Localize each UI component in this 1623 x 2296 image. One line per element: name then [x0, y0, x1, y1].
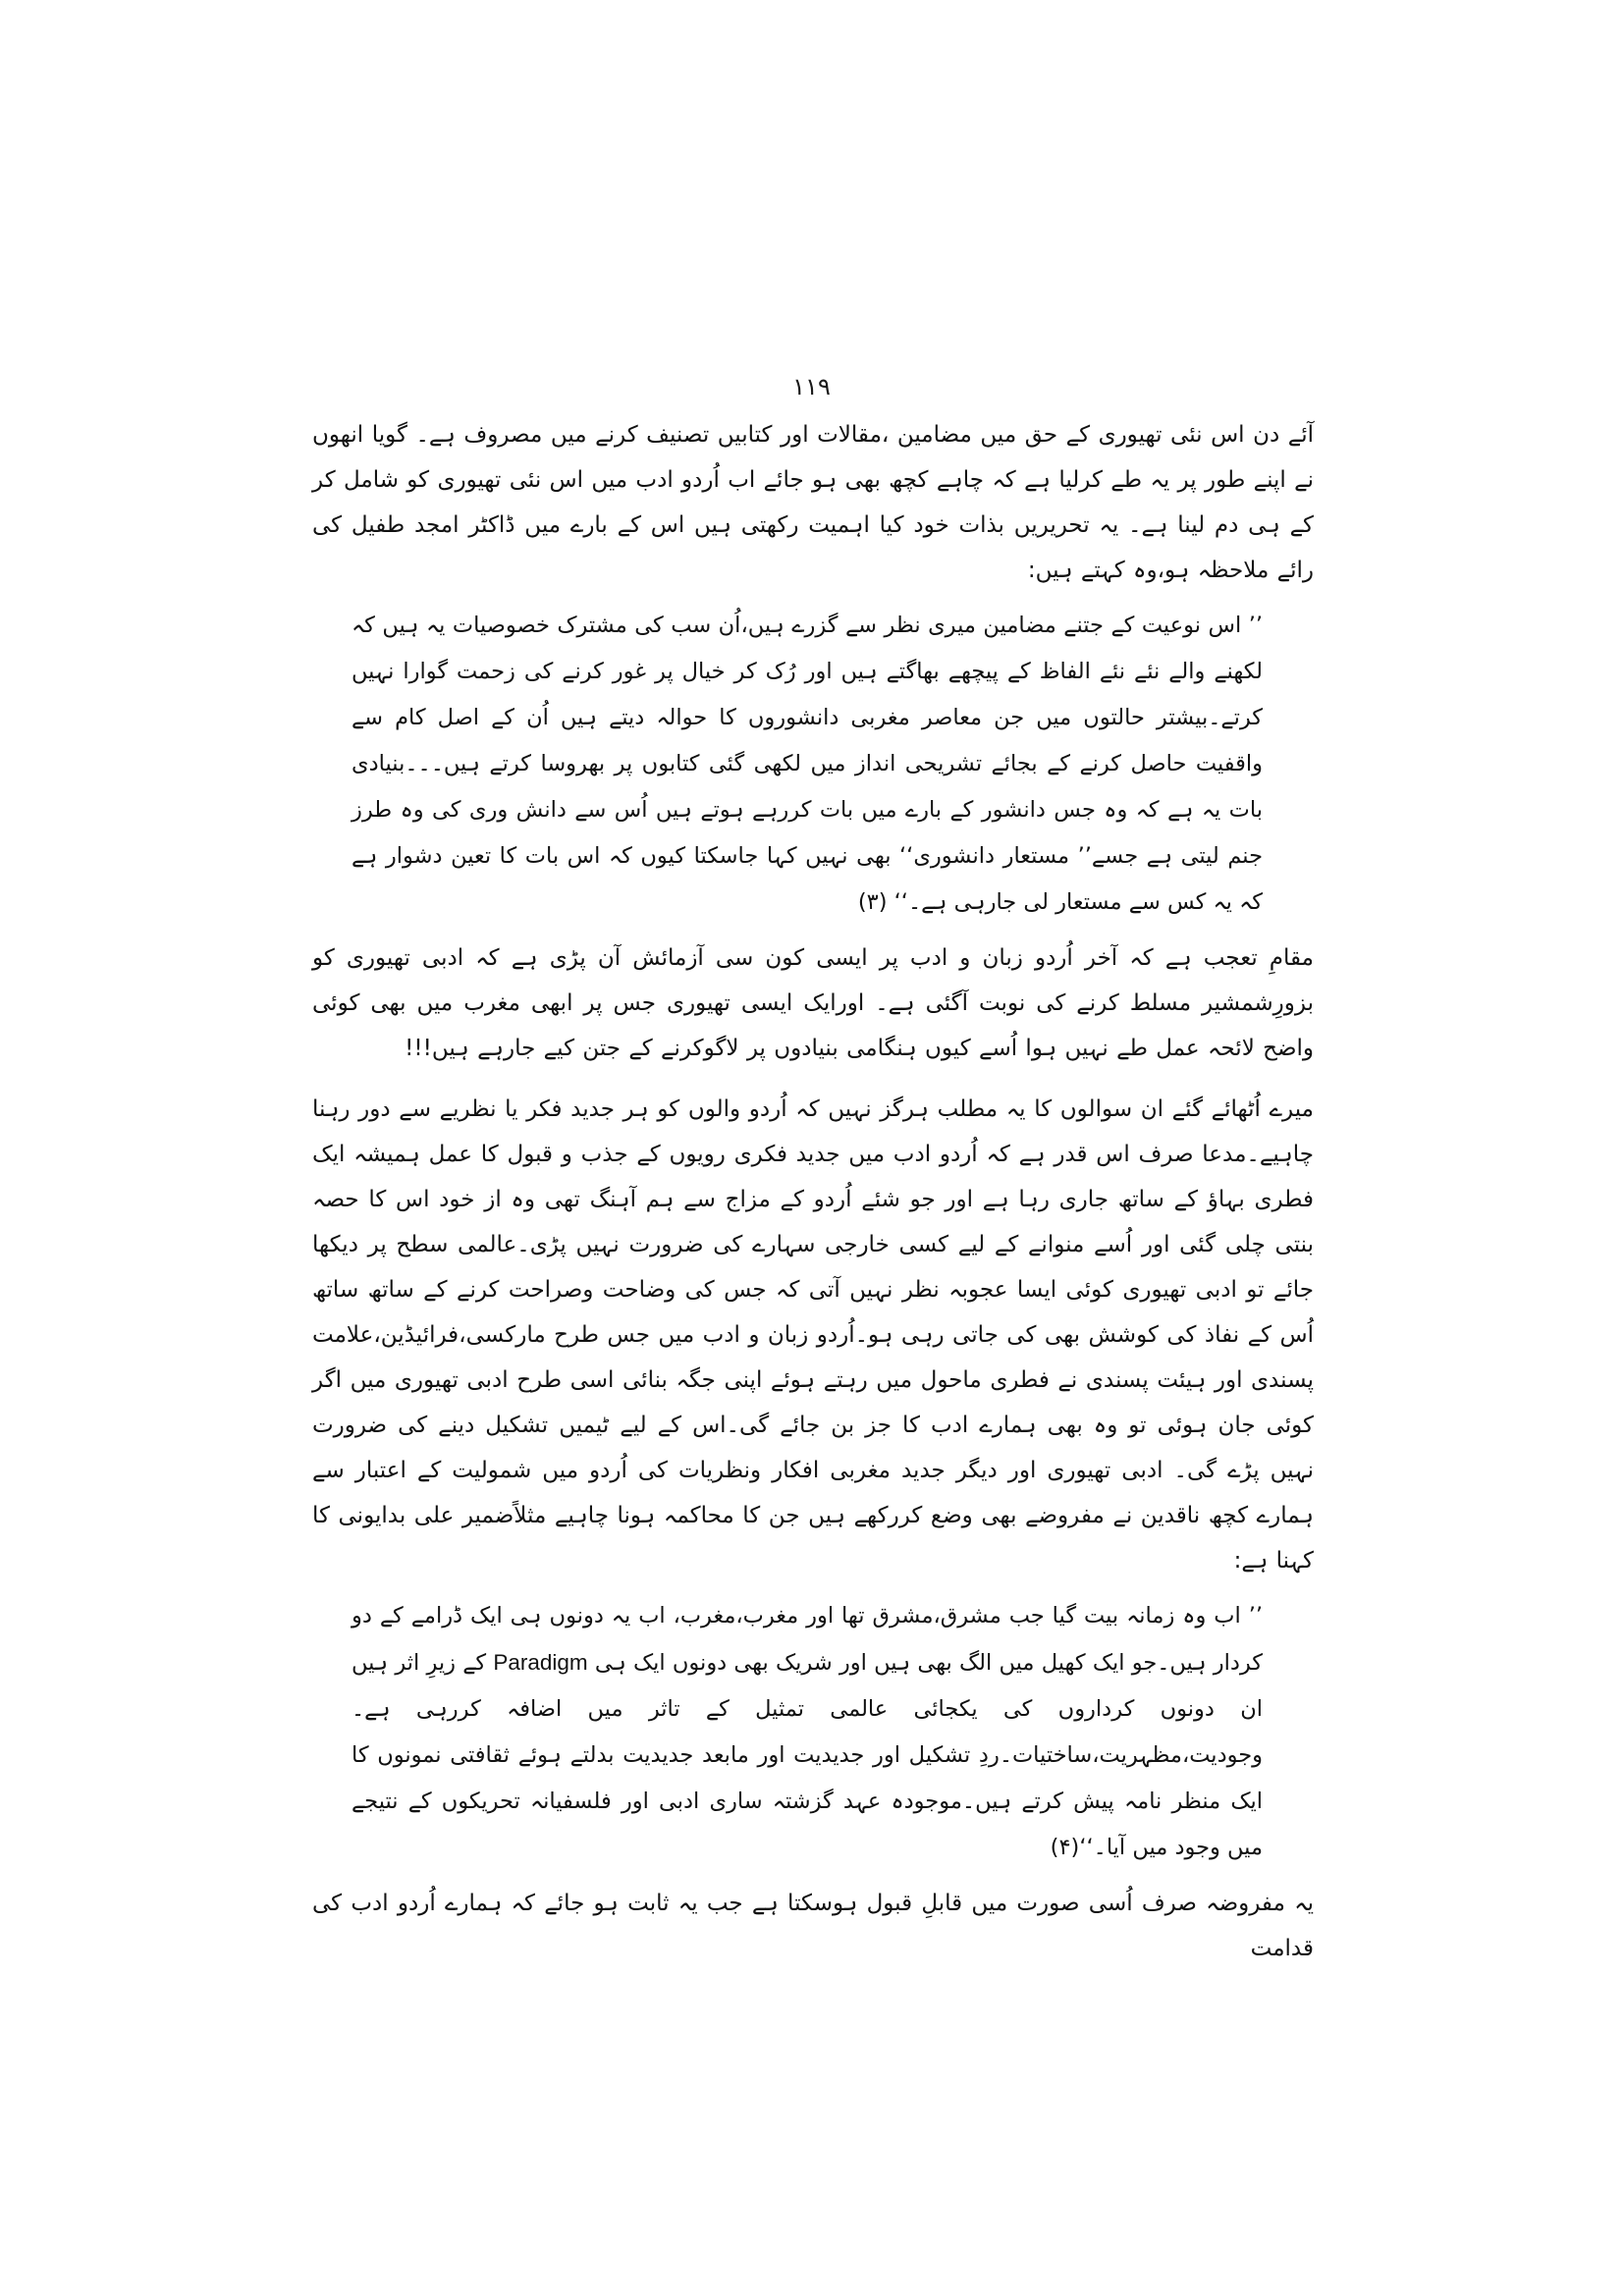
paragraph-closing: یہ مفروضہ صرف اُسی صورت میں قابلِ قبول ہوسکتا ہے جب یہ ثابت ہو جائے کہ ہمارے اُردو ادب کی قدامت	[312, 1891, 1314, 1961]
paragraph-question: مقامِ تعجب ہے کہ آخر اُردو زبان و ادب پر ایسی کون سی آزمائش آن پڑی ہے کہ ادبی تھیوری کو بزورِشمشیر مسلط کرنے کی نوبت آگئی ہے۔ اورایک ایسی تھیوری جس پر ابھی مغرب میں بھی کوئی واضح لائحہ عمل طے نہیں ہوا اُسے کیوں ہنگامی بنیادوں پر لاگوکرنے کے جتن کیے جارہے ہیں!!!	[312, 945, 1314, 1061]
page-body	[312, 412, 1314, 1971]
quote-text-part-1: ’’ اب وہ زمانہ بیت گیا جب مشرق،مشرق تھا اور مغرب،مغرب، اب یہ دونوں ہی ایک ڈرامے کے دو کردار ہیں۔جو ایک کھیل میں الگ بھی ہیں اور شریک بھی دونوں ایک ہی	[352, 1603, 1263, 1676]
block-quote-amjad-tufail: ’’ اس نوعیت کے جتنے مضامین میری نظر سے گزرے ہیں،اُن سب کی مشترک خصوصیات یہ ہیں کہ لکھنے والے نئے نئے الفاظ کے پیچھے بھاگتے ہیں اور رُک کر خیال پر غور کرنے کی زحمت گوارا نہیں کرتے۔بیشتر حالتوں میں جن معاصر مغربی دانشوروں کا حوالہ دیتے ہیں اُن کے اصل کام سے واقفیت حاصل کرنے کے بجائے تشریحی انداز میں لکھی گئی کتابوں پر بھروسا کرتے ہیں۔۔۔بنیادی بات یہ ہے کہ وہ جس دانشور کے بارے میں بات کررہے ہوتے ہیں اُس سے دانش وری کی وہ طرز جنم لیتی ہے جسے’’ مستعار دانشوری‘‘ بھی نہیں کہا جاسکتا کیوں کہ اس بات کا تعین دشوار ہے کہ یہ کس سے مستعار لی جارہی ہے۔‘‘ (۳)	[352, 613, 1263, 915]
quote-latin-term: Paradigm	[493, 1650, 588, 1675]
paragraph-discussion: میرے اُٹھائے گئے ان سوالوں کا یہ مطلب ہرگز نہیں کہ اُردو والوں کو ہر جدید فکر یا نظریے سے دور رہنا چاہیے۔مدعا صرف اس قدر ہے کہ اُردو ادب میں جدید فکری رویوں کے جذب و قبول کا عمل ہمیشہ ایک فطری بہاؤ کے ساتھ جاری رہا ہے اور جو شئے اُردو کے مزاج سے ہم آہنگ تھی وہ از خود اس کا حصہ بنتی چلی گئی اور اُسے منوانے کے لیے کسی خارجی سہارے کی ضرورت نہیں پڑی۔عالمی سطح پر دیکھا جائے تو ادبی تھیوری کوئی ایسا عجوبہ نظر نہیں آتی کہ جس کی وضاحت وصراحت کرنے کے ساتھ ساتھ اُس کے نفاذ کی کوشش بھی کی جاتی رہی ہو۔اُردو زبان و ادب میں جس طرح مارکسی،فرائیڈین،علامت پسندی اور ہیئت پسندی نے فطری ماحول میں رہتے ہوئے اپنی جگہ بنائی اسی طرح ادبی تھیوری میں اگر کوئی جان ہوئی تو وہ بھی ہمارے ادب کا جز بن جائے گی۔اس کے لیے ٹیمیں تشکیل دینے کی ضرورت نہیں پڑے گی۔ ادبی تھیوری اور دیگر جدید مغربی افکار ونظریات کی اُردو میں شمولیت کے اعتبار سے ہمارے کچھ ناقدین نے مفروضے بھی وضع کررکھے ہیں جن کا محاکمہ ہونا چاہیے مثلاًضمیر علی بدایونی کا کہنا ہے:	[312, 1096, 1314, 1574]
page-number: ۱۱۹	[792, 373, 831, 400]
block-quote-zameer-ali	[352, 1593, 1263, 1871]
paragraph-intro: آئے دن اس نئی تھیوری کے حق میں مضامین ،مقالات اور کتابیں تصنیف کرنے میں مصروف ہے۔ گویا انھوں نے اپنے طور پر یہ طے کرلیا ہے کہ چاہے کچھ بھی ہو جائے اب اُردو ادب میں اس نئی تھیوری کو شامل کر کے ہی دم لینا ہے۔ یہ تحریریں بذات خود کیا اہمیت رکھتی ہیں اس کے بارے میں ڈاکٹر امجد طفیل کی رائے ملاحظہ ہو،وہ کہتے ہیں:	[312, 422, 1314, 583]
quote-text-part-2: کے زیرِ اثر ہیں ان دونوں کرداروں کی یکجائی عالمی تمثیل کے تاثر میں اضافہ کررہی ہے۔وجودیت،مظہریت،ساختیات۔ردِ تشکیل اور جدیدیت اور مابعد جدیدیت بدلتے ہوئے ثقافتی نمونوں کا ایک منظر نامہ پیش کرتے ہیں۔موجودہ عہد گزشتہ ساری ادبی اور فلسفیانہ تحریکوں کے نتیجے میں وجود میں آیا۔‘‘(۴)	[352, 1650, 1263, 1860]
